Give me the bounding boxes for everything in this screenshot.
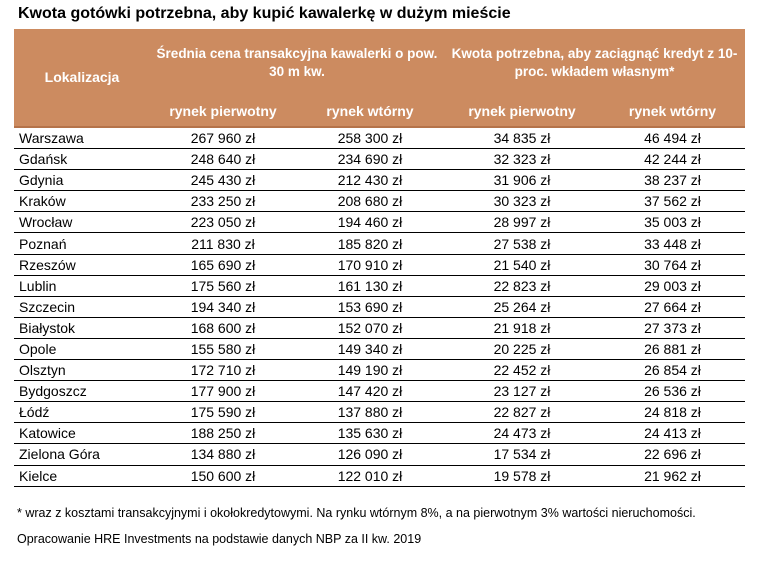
value-cell: 25 264 zł [493,298,551,315]
value-cell: 37 562 zł [644,193,701,210]
table-row [14,255,745,276]
city-name: Kielce [19,467,58,484]
value-cell: 21 962 zł [644,467,701,484]
value-cell: 149 340 zł [337,340,403,357]
value-cell: 194 460 zł [337,214,403,231]
city-name: Warszawa [19,130,84,147]
value-cell: 135 630 zł [337,425,403,442]
table-row [14,170,745,191]
value-cell: 29 003 zł [644,277,701,294]
value-cell: 32 323 zł [493,151,551,168]
value-cell: 153 690 zł [337,298,403,315]
header-sub-primary-market-price: rynek pierwotny [169,103,277,120]
table-row [14,128,745,149]
city-name: Wrocław [19,214,73,231]
table-row [14,360,745,381]
header-sub-primary-market-credit: rynek pierwotny [468,103,576,120]
value-cell: 17 534 zł [493,446,551,463]
value-cell: 22 696 zł [644,446,701,463]
table-row [14,233,745,254]
value-cell: 134 880 zł [190,446,256,463]
value-cell: 122 010 zł [337,467,403,484]
value-cell: 137 880 zł [337,404,403,421]
value-cell: 24 818 zł [644,404,701,421]
value-cell: 26 881 zł [644,340,701,357]
value-cell: 27 373 zł [644,319,701,336]
value-cell: 234 690 zł [337,151,403,168]
city-name: Białystok [19,319,76,336]
table-body [14,128,745,487]
value-cell: 188 250 zł [190,425,256,442]
value-cell: 27 664 zł [644,298,701,315]
city-name: Lublin [19,277,57,294]
city-name: Kraków [19,193,66,210]
value-cell: 161 130 zł [337,277,403,294]
city-name: Rzeszów [19,256,76,273]
value-cell: 248 640 zł [190,151,256,168]
table-row [14,212,745,233]
value-cell: 20 225 zł [493,340,551,357]
city-name: Poznań [19,235,67,252]
value-cell: 46 494 zł [644,130,701,147]
header-lokalizacja: Lokalizacja [44,69,120,86]
value-cell: 24 413 zł [644,425,701,442]
table-row [14,297,745,318]
table-header [14,29,745,128]
city-name: Gdynia [19,172,64,189]
table-row [14,381,745,402]
table-row [14,423,745,444]
value-cell: 22 827 zł [493,404,551,421]
value-cell: 38 237 zł [644,172,701,189]
city-name: Opole [19,340,57,357]
table-row [14,318,745,339]
value-cell: 22 452 zł [493,362,551,379]
value-cell: 155 580 zł [190,340,256,357]
value-cell: 19 578 zł [493,467,551,484]
value-cell: 22 823 zł [493,277,551,294]
value-cell: 175 590 zł [190,404,256,421]
value-cell: 42 244 zł [644,151,701,168]
table-row [14,444,745,465]
value-cell: 245 430 zł [190,172,256,189]
value-cell: 126 090 zł [337,446,403,463]
value-cell: 233 250 zł [190,193,256,210]
table-row [14,466,745,487]
table-row [14,276,745,297]
value-cell: 21 918 zł [493,319,551,336]
value-cell: 208 680 zł [337,193,403,210]
value-cell: 172 710 zł [190,362,256,379]
value-cell: 33 448 zł [644,235,701,252]
city-name: Katowice [19,425,76,442]
footnotes [17,506,696,546]
value-cell: 23 127 zł [493,383,551,400]
value-cell: 34 835 zł [493,130,551,147]
value-cell: 177 900 zł [190,383,256,400]
value-cell: 185 820 zł [337,235,403,252]
table-row [14,149,745,170]
value-cell: 175 560 zł [190,277,256,294]
value-cell: 168 600 zł [190,319,256,336]
city-name: Zielona Góra [19,446,100,463]
value-cell: 258 300 zł [337,130,403,147]
value-cell: 30 323 zł [493,193,551,210]
value-cell: 26 854 zł [644,362,701,379]
value-cell: 30 764 zł [644,256,701,273]
value-cell: 26 536 zł [644,383,701,400]
table-row [14,402,745,423]
footnote-source: Opracowanie HRE Investments na podstawie danych NBP za II kw. 2019 [17,532,422,546]
value-cell: 21 540 zł [493,256,551,273]
page-title: Kwota gotówki potrzebna, aby kupić kawalerkę w dużym mieście [18,5,511,22]
value-cell: 27 538 zł [493,235,551,252]
city-name: Łódź [19,404,50,421]
value-cell: 147 420 zł [337,383,403,400]
value-cell: 152 070 zł [337,319,403,336]
footnote-asterisk: * wraz z kosztami transakcyjnymi i okołokredytowymi. Na rynku wtórnym 8%, a na pierwotnym 3% wartości nieruchomości. [17,506,696,520]
value-cell: 31 906 zł [493,172,551,189]
table-row [14,191,745,212]
city-name: Gdańsk [19,151,68,168]
value-cell: 194 340 zł [190,298,256,315]
data-table [14,29,745,487]
value-cell: 150 600 zł [190,467,256,484]
value-cell: 24 473 zł [493,425,551,442]
city-name: Olsztyn [19,362,66,379]
value-cell: 223 050 zł [190,214,256,231]
header-sub-secondary-market-price: rynek wtórny [326,103,414,120]
header-group-credit-amount: Kwota potrzebna, aby zaciągnąć kredyt z 10-proc. wkładem własnym* [451,46,738,79]
value-cell: 212 430 zł [337,172,403,189]
header-sub-secondary-market-credit: rynek wtórny [628,103,717,120]
header-group-average-price: Średnia cena transakcyjna kawalerki o pow. 30 m kw. [156,46,438,79]
value-cell: 165 690 zł [190,256,256,273]
value-cell: 149 190 zł [337,362,403,379]
table-row [14,339,745,360]
value-cell: 35 003 zł [644,214,701,231]
city-name: Szczecin [19,298,76,315]
value-cell: 267 960 zł [190,130,256,147]
value-cell: 28 997 zł [493,214,551,231]
value-cell: 170 910 zł [337,256,403,273]
value-cell: 211 830 zł [191,235,255,252]
city-name: Bydgoszcz [19,383,87,400]
